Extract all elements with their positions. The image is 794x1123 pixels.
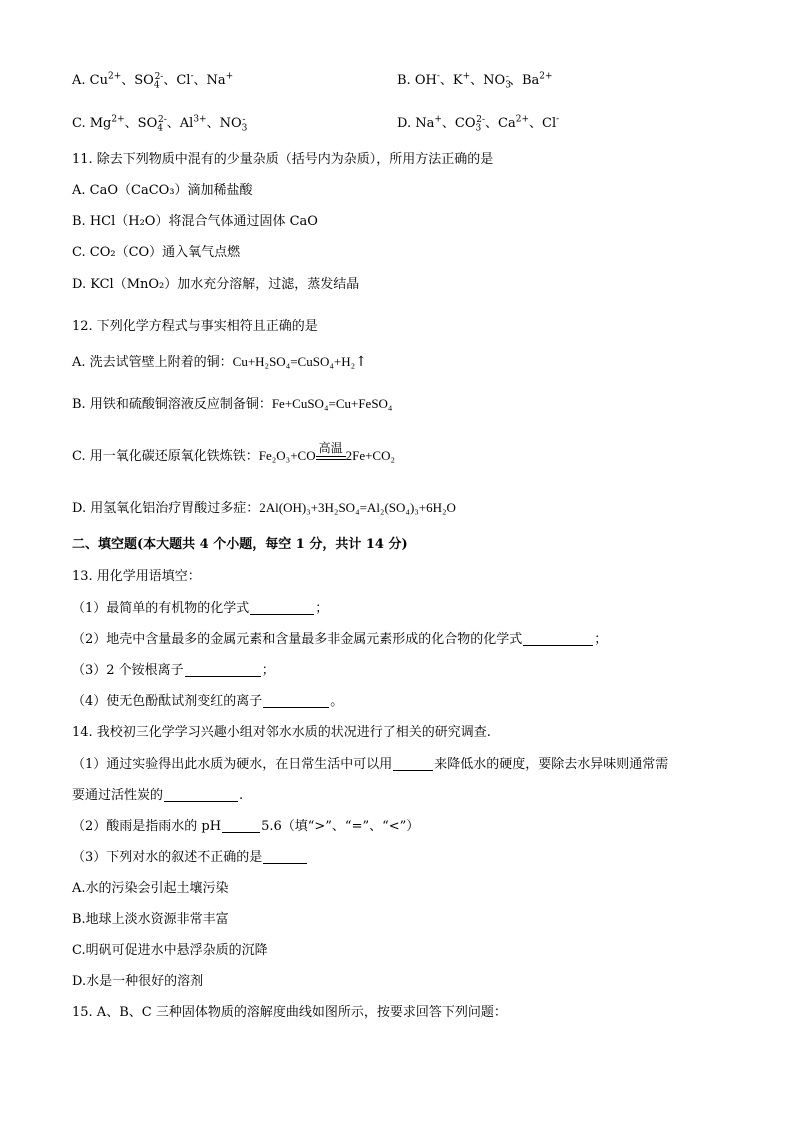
- q11-stem: 11. 除去下列物质中混有的少量杂质（括号内为杂质），所用方法正确的是: [72, 152, 494, 167]
- q13-sub-2: （2）地壳中含量最多的金属元素和含量最多非金属元素形成的化合物的化学式 ；: [72, 632, 608, 647]
- q12-option-c: C. 用一氧化碳还原氧化铁炼铁：Fe₂O₃+CO 高温 2Fe+CO₂: [72, 441, 396, 464]
- q12-option-d: D. 用氢氧化铝治疗胃酸过多症：2Al(OH)₃+3H₂SO₄=Al₂(SO₄)₃+6H₂O: [72, 500, 456, 516]
- q12-equation-c-right: 2Fe+CO₂: [345, 448, 396, 463]
- q13-sub-3: （3）2 个铵根离子 ；: [72, 663, 275, 678]
- q13-sub-1: （1）最简单的有机物的化学式 ；: [72, 601, 329, 616]
- q10-option-b: B. OH-、K+、$NO_3^-$、$Ba^{2+}$: [397, 71, 553, 91]
- q12-equation-d: 2Al(OH)₃+3H₂SO₄=Al₂(SO₄)₃+6H₂O: [259, 500, 456, 515]
- answer-blank[interactable]: [164, 787, 238, 802]
- answer-blank[interactable]: [250, 600, 314, 615]
- answer-blank[interactable]: [263, 693, 329, 708]
- answer-blank[interactable]: [523, 631, 593, 646]
- q14-option-a: A.水的污染会引起土壤污染: [72, 881, 229, 896]
- q10-option-d: D. Na+、$CO_3^{2-}$、$Ca^{2+}$、Cl-: [397, 114, 560, 134]
- q11-option-d: D. KCl（MnO₂）加水充分溶解，过滤，蒸发结晶: [72, 277, 360, 292]
- q12-equation-a: Cu+H₂SO₄=CuSO₄+H₂: [232, 354, 356, 369]
- reaction-condition: 高温: [316, 453, 346, 460]
- q14-option-b: B.地球上淡水资源非常丰富: [72, 912, 229, 927]
- q13-sub-4: （4）使无色酚酞试剂变红的离子 。: [72, 694, 344, 709]
- q11-option-c: C. CO₂（CO）通入氧气点燃: [72, 245, 241, 260]
- q14-sub-1-line2: 要通过活性炭的 .: [72, 788, 244, 803]
- q11-option-b: B. HCl（H₂O）将混合气体通过固体 CaO: [72, 214, 318, 229]
- q12-stem: 12. 下列化学方程式与事实相符且正确的是: [72, 319, 318, 334]
- answer-blank[interactable]: [185, 662, 261, 677]
- q14-sub-2: （2）酸雨是指雨水的 pH 5.6（填“>”、“=”、“<”）: [72, 819, 420, 834]
- q14-option-d: D.水是一种很好的溶剂: [72, 974, 204, 989]
- answer-blank[interactable]: [263, 849, 307, 864]
- q14-sub-1-line1: （1）通过实验得出此水质为硬水，在日常生活中可以用 来降低水的硬度，要除去水异味则通常需: [72, 757, 669, 772]
- q10-option-a: A. $Cu^{2+}$、$SO_4^{2-}$、Cl-、Na+: [72, 71, 234, 91]
- section-heading: 二、填空题(本大题共 4 个小题，每空 1 分，共计 14 分): [72, 537, 408, 552]
- q14-sub-3: （3）下列对水的叙述不正确的是: [72, 849, 308, 867]
- q10-option-c: C. $Mg^{2+}$、$SO_4^{2-}$、$Al^{3+}$、$NO_3^-$: [72, 114, 248, 134]
- q12-equation-b: Fe+CuSO₄=Cu+FeSO₄: [271, 396, 393, 411]
- q12-option-a: A. 洗去试管壁上附着的铜：Cu+H₂SO₄=CuSO₄+H₂↑: [72, 354, 367, 370]
- answer-blank[interactable]: [393, 756, 433, 771]
- answer-blank[interactable]: [222, 818, 260, 833]
- q11-option-a: A. CaO（CaCO₃）滴加稀盐酸: [72, 183, 253, 198]
- q14-option-c: C.明矾可促进水中悬浮杂质的沉降: [72, 943, 268, 958]
- q14-stem: 14. 我校初三化学学习兴趣小组对邻水水质的状况进行了相关的研究调查.: [72, 725, 491, 740]
- gas-up-arrow-icon: ↑: [355, 354, 367, 370]
- q12-option-b: B. 用铁和硫酸铜溶液反应制备铜：Fe+CuSO₄=Cu+FeSO₄: [72, 396, 393, 412]
- q15-stem: 15. A、B、C 三种固体物质的溶解度曲线如图所示，按要求回答下列问题：: [72, 1005, 507, 1020]
- q13-stem: 13. 用化学用语填空：: [72, 569, 201, 584]
- q12-equation-c-left: Fe₂O₃+CO: [258, 448, 316, 463]
